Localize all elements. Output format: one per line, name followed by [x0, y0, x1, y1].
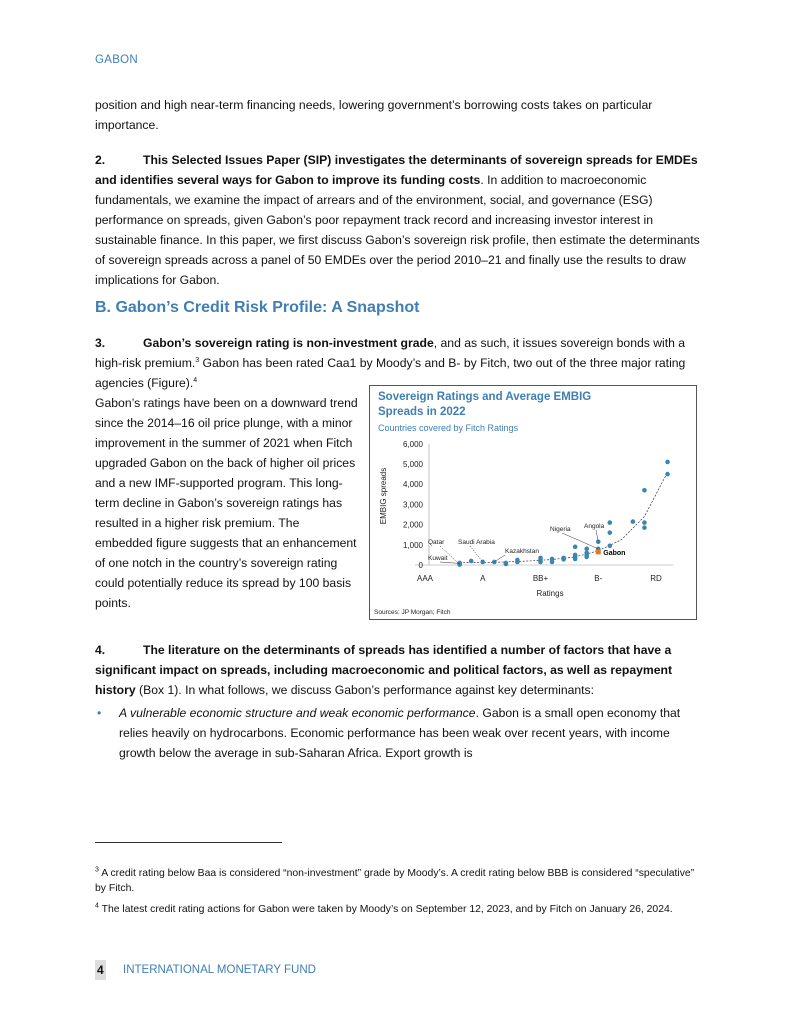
- chart-subtitle: Countries covered by Fitch Ratings: [378, 423, 519, 433]
- y-axis-label: EMBIG spreads: [379, 467, 388, 525]
- data-point: [631, 519, 636, 524]
- data-point: [584, 547, 589, 552]
- paragraph-2: [95, 150, 700, 290]
- y-tick-label: 3,000: [402, 500, 423, 510]
- data-point: [584, 555, 589, 560]
- embedded-figure: [369, 385, 697, 620]
- footnote-divider: [95, 842, 282, 843]
- page-number: 4: [95, 960, 106, 980]
- x-axis-label: Ratings: [536, 589, 564, 598]
- footnote-ref-3[interactable]: 3: [195, 356, 200, 364]
- para-text: Gabon has been rated Caa1 by Moody’s and B- by Fitch, two out of the three major rating agencies (Figure).: [95, 356, 686, 390]
- para-lead: This Selected Issues Paper (SIP) investigates the determinants of sovereign spreads for EMDEs and identifies several ways for Gabon to improve its funding costs: [95, 153, 698, 187]
- data-point: [515, 560, 520, 565]
- annotation-label: Saudi Arabia: [458, 539, 495, 546]
- footnote-text: The latest credit rating actions for Gabon were taken by Moody’s on September 12, 2023, and by Fitch on January 26, 2024.: [98, 904, 673, 915]
- paragraph-4: [95, 640, 700, 700]
- para-text: , and as such, it issues sovereign bonds with a high-risk premium.: [95, 336, 686, 370]
- data-point: [608, 544, 613, 549]
- paragraph-1: position and high near-term financing needs, lowering government’s borrowing costs takes on particular importance.: [95, 98, 653, 132]
- data-point: [573, 545, 578, 550]
- data-point: [469, 559, 474, 564]
- y-tick-label: 5,000: [402, 460, 423, 469]
- data-point: [665, 460, 670, 465]
- gabon-label: Gabon: [603, 549, 626, 557]
- bullet-item: [95, 703, 700, 763]
- data-point: [538, 560, 543, 565]
- annotation-label: Angola: [584, 523, 605, 530]
- y-tick-label: 2,000: [402, 520, 423, 530]
- x-tick-label: AAA: [416, 574, 434, 583]
- para-text: (Box 1). In what follows, we discuss Gabon’s performance against key determinants:: [135, 683, 595, 697]
- x-tick-label: B-: [594, 574, 603, 583]
- bullet-lead: A vulnerable economic structure and weak economic performance: [119, 706, 476, 720]
- annotation-label: Kuwait: [428, 555, 448, 562]
- data-point: [457, 562, 462, 567]
- footnote-4: [95, 902, 695, 917]
- footer-org: INTERNATIONAL MONETARY FUND: [123, 964, 316, 976]
- y-tick-label: 0: [418, 561, 423, 570]
- annotation-leader: [562, 533, 598, 549]
- data-point: [561, 557, 566, 562]
- y-tick-label: 4,000: [402, 480, 423, 490]
- para-number: 4.: [95, 643, 106, 657]
- footnote-mark: 3: [95, 866, 99, 874]
- para-number: 3.: [95, 336, 106, 350]
- annotation-label: Qatar: [428, 539, 445, 546]
- y-tick-label: 1,000: [402, 540, 423, 550]
- chart-svg: [370, 386, 696, 619]
- data-point: [504, 562, 509, 567]
- data-point: [642, 520, 647, 525]
- footnote-text: A credit rating below Baa is considered “non-investment” grade by Moody’s. A credit rating below BBB is considered “speculative” by Fitch.: [95, 868, 695, 894]
- paragraph-3: [95, 333, 700, 620]
- bullet-text: . Gabon is a small open economy that relies heavily on hydrocarbons. Economic performance has been weak over recent years, with income growth below the average in sub-Saharan Africa. Export growth is: [119, 706, 681, 760]
- annotation-label: Nigeria: [550, 526, 571, 533]
- running-header: GABON: [95, 54, 139, 66]
- annotation-label: Kazakhstan: [505, 548, 539, 555]
- para-lead: The literature on the determinants of spreads has identified a number of factors that have a significant impact on spreads, including macroeconomic and political factors, as well as repayment history: [95, 643, 673, 697]
- data-point: [573, 557, 578, 562]
- chart-title: Sovereign Ratings and Average EMBIG Spreads in 2022: [378, 391, 592, 418]
- data-point: [665, 472, 670, 477]
- y-tick-label: 6,000: [402, 439, 423, 449]
- data-point: [550, 560, 555, 565]
- data-point: [642, 488, 647, 493]
- para-lead: Gabon’s sovereign rating is non-investment grade: [143, 336, 434, 350]
- para-text: . In addition to macroeconomic fundamentals, we examine the impact of arrears and of the environment, social, and governance (ESG) performance on spreads, given Gabon’s poor repayment track record and increasing investor interest in sustainable finance. In this paper, we first discuss Gabon’s sovereign risk profile, then estimate the determinants of sovereign spreads across a panel of 50 EMDEs over the period 2010–21 and finally use the results to draw implications for Gabon.: [95, 173, 700, 287]
- para-number: 2.: [95, 153, 106, 167]
- x-tick-label: BB+: [532, 574, 549, 583]
- trendline: [460, 472, 668, 562]
- footnote-3: [95, 866, 695, 896]
- x-tick-label: RD: [650, 574, 662, 583]
- paragraph-3-wrap: Gabon’s ratings have been on a downward trend since the 2014–16 oil price plunge, with a minor improvement in the summer of 2021 when Fitch upgraded Gabon on the back of higher oil prices and a new IMF-supported program. This long-term decline in Gabon’s sovereign ratings has resulted in a higher risk premium. The embedded figure suggests that an enhancement of one notch in the country’s sovereign rating could potentially reduce its spread by 100 basis points.: [95, 396, 358, 610]
- bullet-icon: •: [97, 706, 102, 720]
- data-point: [608, 530, 613, 535]
- gabon-point: [596, 549, 601, 554]
- annotation-leader: [494, 555, 505, 562]
- footnote-ref-4[interactable]: 4: [193, 376, 198, 384]
- section-heading: B. Gabon’s Credit Risk Profile: A Snapshot: [95, 299, 420, 316]
- x-tick-label: A: [480, 574, 486, 583]
- data-point: [596, 539, 601, 544]
- footnote-mark: 4: [95, 902, 99, 910]
- data-point: [642, 525, 647, 530]
- annotation-leader: [440, 562, 460, 563]
- chart-source: Sources: JP Morgan; Fitch: [374, 609, 451, 616]
- data-point: [608, 520, 613, 525]
